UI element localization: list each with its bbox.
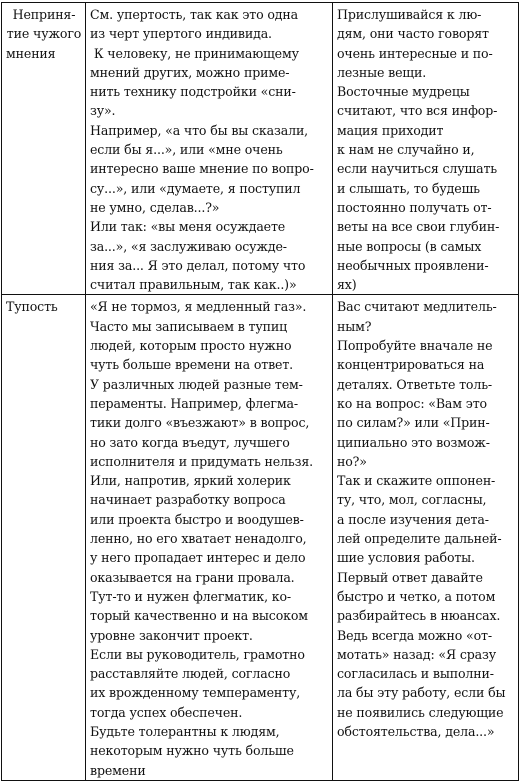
- table-row: [2, 3, 519, 295]
- text-line: мация приходит: [337, 122, 444, 138]
- text-line: некоторым нужно чуть больше: [90, 743, 294, 759]
- text-line: если научиться слушать: [337, 161, 497, 177]
- text-line: оказывается на грани провала.: [90, 569, 295, 585]
- text-line: и слышать, то будешь: [337, 180, 480, 196]
- text-line: мотать» назад: «Я сразу: [337, 646, 496, 662]
- text-line: Восточные мудрецы: [337, 84, 470, 100]
- text-line: но?»: [337, 453, 367, 469]
- text-line: Прислушивайся к лю-: [337, 7, 482, 22]
- text-line: «Я не тормоз, я медленный газ».: [90, 299, 307, 315]
- term-line: мнения: [6, 45, 56, 61]
- text-line: Попробуйте вначале не: [337, 338, 493, 354]
- text-line: К человеку, не принимающему: [90, 45, 299, 61]
- text-line: Так и скажите оппонен-: [337, 473, 496, 489]
- text-line: У различных людей разные тем-: [90, 376, 303, 392]
- text-line: лей определите дальней-: [337, 531, 502, 547]
- table-row: [2, 295, 519, 780]
- text-line: не умно, сделав...?»: [90, 199, 220, 215]
- text-line: быстро и четко, а потом: [337, 588, 496, 604]
- text-line: ях): [337, 277, 357, 293]
- term-cell: [2, 3, 86, 295]
- text-line: веты на все свои глубин-: [337, 219, 500, 235]
- text-line: тики долго «въезжают» в вопрос,: [90, 415, 310, 431]
- text-line: См. упертость, так как это одна: [90, 7, 298, 22]
- text-line: чуть больше времени на ответ.: [90, 357, 294, 373]
- text-line: их врожденному темпераменту,: [90, 685, 301, 701]
- text-line: Часто мы записываем в тупиц: [90, 318, 288, 334]
- text-line: ные вопросы (в самых: [337, 238, 482, 254]
- text-line: Тут-то и нужен флегматик, ко-: [90, 588, 292, 604]
- text-line: не появились следующие: [337, 704, 504, 720]
- description-cell: [86, 295, 333, 780]
- text-line: пераменты. Например, флегма-: [90, 395, 298, 411]
- text-line: су...», или «думаете, я поступил: [90, 180, 301, 196]
- text-line: исполнителя и придумать нельзя.: [90, 453, 313, 469]
- text-line: зу».: [90, 103, 116, 119]
- text-line: Вас считают медлитель-: [337, 299, 497, 315]
- text-line: людей, которым просто нужно: [90, 338, 292, 354]
- text-line: Ведь всегда можно «от-: [337, 627, 492, 643]
- text-line: Первый ответ давайте: [337, 569, 483, 585]
- text-line: по силам?» или «Прин-: [337, 415, 490, 431]
- text-line: за...», «я заслуживаю осужде-: [90, 238, 287, 254]
- text-line: времени: [90, 762, 146, 778]
- text-line: разбирайтесь в нюансах.: [337, 608, 501, 624]
- text-line: но зато когда въедут, лучшего: [90, 434, 290, 450]
- text-line: дям, они часто говорят: [337, 26, 489, 42]
- advice-cell: [333, 3, 519, 295]
- term-line: Неприня-: [12, 7, 76, 22]
- text-line: интересно ваше мнение по вопро-: [90, 161, 314, 177]
- text-line: ко на вопрос: «Вам это: [337, 395, 487, 411]
- text-line: считают, что вся инфор-: [337, 103, 498, 119]
- text-line: мнений других, можно приме-: [90, 64, 290, 80]
- text-line: Или, напротив, яркий холерик: [90, 473, 291, 489]
- description-cell: [86, 3, 333, 295]
- text-line: из черт упертого индивида.: [90, 26, 272, 42]
- text-line: Или так: «вы меня осуждаете: [90, 219, 286, 235]
- text-line: считал правильным, так как..)»: [90, 277, 297, 293]
- text-line: расставляйте людей, согласно: [90, 666, 291, 682]
- text-line: ния за... Я это делал, потому что: [90, 257, 306, 273]
- term-cell: [2, 295, 86, 780]
- text-line: ципиально это возмож-: [337, 434, 490, 450]
- text-line: тогда успех обеспечен.: [90, 704, 243, 720]
- text-line: ла бы эту работу, если бы: [337, 685, 506, 701]
- text-line: согласилась и выполни-: [337, 666, 494, 682]
- term-line: тие чужого: [6, 26, 82, 42]
- text-line: лезные вещи.: [337, 64, 427, 80]
- comparison-table: [1, 2, 519, 781]
- term-line: Тупость: [6, 299, 58, 315]
- text-line: у него пропадает интерес и дело: [90, 550, 306, 566]
- text-line: шие условия работы.: [337, 550, 475, 566]
- text-line: ным?: [337, 318, 372, 334]
- text-line: к нам не случайно и,: [337, 142, 475, 158]
- text-line: ту, что, мол, согласны,: [337, 492, 487, 508]
- text-line: нить технику подстройки «сни-: [90, 84, 296, 100]
- text-line: Если вы руководитель, грамотно: [90, 646, 305, 662]
- text-line: если бы я...», или «мне очень: [90, 142, 283, 158]
- text-line: обстоятельства, дела...»: [337, 723, 495, 739]
- text-line: начинает разработку вопроса: [90, 492, 286, 508]
- text-line: или проекта быстро и воодушев-: [90, 511, 304, 527]
- text-line: постоянно получать от-: [337, 199, 492, 215]
- text-line: очень интересные и по-: [337, 45, 493, 61]
- text-line: концентрироваться на: [337, 357, 485, 373]
- text-line: ленно, но его хватает ненадолго,: [90, 531, 307, 547]
- text-line: Например, «а что бы вы сказали,: [90, 122, 309, 138]
- text-line: а после изучения дета-: [337, 511, 489, 527]
- advice-cell: [333, 295, 519, 780]
- text-line: необычных проявлени-: [337, 257, 489, 273]
- text-line: торый качественно и на высоком: [90, 608, 308, 624]
- text-line: уровне закончит проект.: [90, 627, 253, 643]
- text-line: Будьте толерантны к людям,: [90, 723, 280, 739]
- text-line: деталях. Ответьте толь-: [337, 376, 493, 392]
